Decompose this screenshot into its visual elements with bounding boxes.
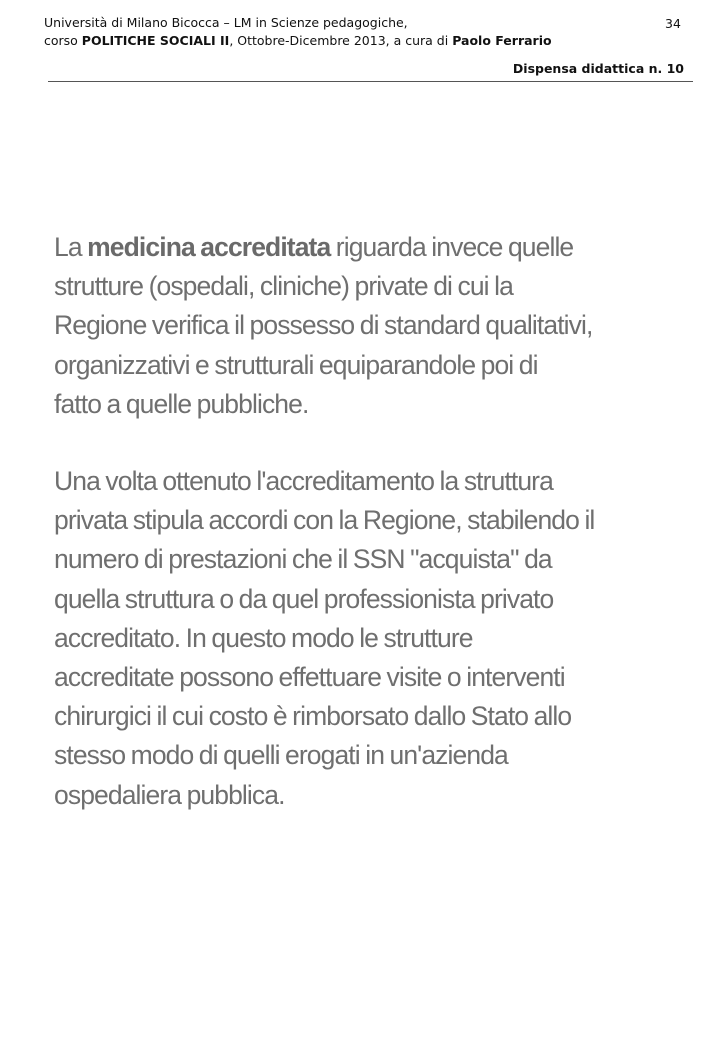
paragraph-2-line-4: quella struttura o da quel professionista privato bbox=[54, 583, 554, 614]
paragraph-1-line-2: strutture (ospedali, cliniche) private di cui la bbox=[54, 271, 513, 302]
paragraph-2-line-9: ospedaliera pubblica. bbox=[54, 779, 285, 810]
emphasis-medicina-accreditata: medicina accreditata bbox=[87, 232, 331, 262]
header-line-2-middle: , Ottobre-Dicembre 2013, a cura di bbox=[229, 33, 453, 48]
paragraph-2-line-6: accreditate possono effettuare visite o interventi bbox=[54, 662, 565, 693]
paragraph-2 bbox=[54, 462, 694, 815]
header-line-2-prefix: corso bbox=[44, 33, 82, 48]
paragraph-2-line-1: Una volta ottenuto l'accreditamento la struttura bbox=[54, 466, 553, 497]
page-header bbox=[44, 14, 684, 50]
dispensa-label: Dispensa didattica n. 10 bbox=[512, 61, 684, 76]
paragraph-1-line-5: fatto a quelle pubbliche. bbox=[54, 388, 309, 419]
paragraph-2-line-7: chirurgici il cui costo è rimborsato dallo Stato allo bbox=[54, 701, 572, 732]
p1-l1-post: riguarda invece quelle bbox=[330, 232, 574, 262]
course-name: POLITICHE SOCIALI II bbox=[81, 33, 230, 48]
header-line-2 bbox=[44, 32, 684, 50]
paragraph-2-line-8: stesso modo di quelli erogati in un'azienda bbox=[54, 740, 508, 771]
header-divider bbox=[48, 81, 693, 82]
header-line-1: Università di Milano Bicocca – LM in Scienze pedagogiche, bbox=[44, 15, 408, 30]
paragraph-1-line-1 bbox=[54, 228, 694, 267]
paragraph-1-line-4: organizzativi e strutturali equiparandole poi di bbox=[54, 349, 538, 380]
paragraph-2-line-3: numero di prestazioni che il SSN "acquista" da bbox=[54, 544, 552, 575]
slide-text bbox=[54, 228, 694, 815]
paragraph-2-line-2: privata stipula accordi con la Regione, stabilendo il bbox=[54, 505, 595, 536]
paragraph-1 bbox=[54, 228, 694, 424]
p1-l1-pre: La bbox=[54, 232, 88, 262]
paragraph-2-line-5: accreditato. In questo modo le strutture bbox=[54, 622, 473, 653]
page-number: 34 bbox=[665, 16, 681, 31]
paragraph-1-line-3: Regione verifica il possesso di standard qualitativi, bbox=[54, 310, 593, 341]
author-name: Paolo Ferrario bbox=[452, 33, 552, 48]
